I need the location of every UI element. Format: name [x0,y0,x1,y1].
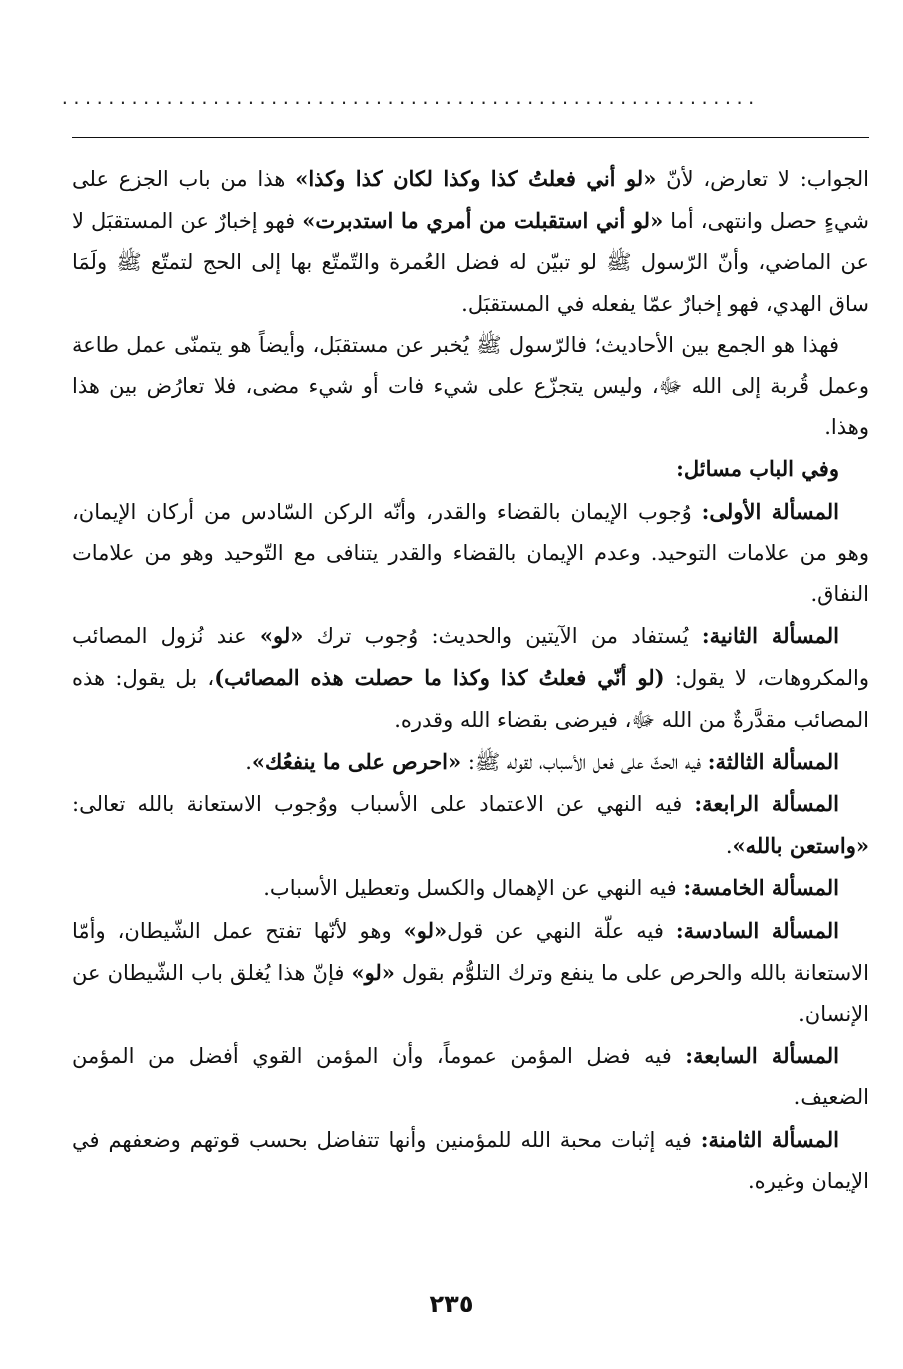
paragraph-p6 [72,741,869,783]
text-segment: وهو لأنّها تفتح عمل الشّيطان، وأمّا الاستعانة بالله والحرص على ما ينفع وترك التلوُّم بقول [72,918,869,985]
page-number: ٢٣٥ [429,1290,474,1318]
text-segment: فيه إثبات محبة الله للمؤمنين وأنها تتفاضل بحسب قوتهم وضعفهم في الإيمان وغيره. [72,1127,869,1193]
text-segment: عند نُزول المصائب والمكروهات، لا يقول: [72,624,869,691]
text-segment: فيه فضل المؤمن عموماً، وأن المؤمن القوي أفضل من المؤمن الضعيف. [72,1044,869,1110]
text-segment: . [725,834,733,859]
bold-segment: «لو أني فعلتُ كذا وكذا لكان كذا وكذا» [295,166,657,191]
text-segment: فيه الحثّ على فعل الأسباب، لقوله ﷺ: [461,749,708,774]
paragraph-p9 [72,910,869,1036]
text-segment: فإنّ هذا يُغلق باب الشّيطان عن الإنسان. [72,960,869,1027]
bold-segment: المسألة الأولى: [701,498,839,524]
paragraph-p3 [72,448,869,490]
paragraph-p1 [72,158,869,325]
bold-segment: المسألة الخامسة: [683,875,839,901]
text-segment: هذا من باب الجزع على شيءٍ حصل وانتهى، أما [72,167,870,234]
text-segment: . [245,749,252,774]
bold-segment: المسألة السابعة: [685,1043,839,1069]
paragraph-p7 [72,783,869,867]
bold-segment: المسألة الثالثة: [707,748,839,774]
paragraph-p5 [72,615,869,741]
bold-segment: (لو أنّي فعلتُ كذا وكذا ما حصلت هذه المصائب) [214,665,665,691]
text-segment: فيه النهي عن الاعتماد على الأسباب ووُجوب الاستعانة بالله تعالى: [72,792,695,817]
bold-segment: «لو» [259,623,304,649]
bold-segment: المسألة السادسة: [675,917,839,943]
bold-segment: «لو» [403,917,448,943]
bold-segment: «لو أني استقبلت من أمري ما استدبرت» [302,208,664,234]
bold-segment: «احرص على ما ينفعُك» [251,748,462,774]
text-segment: الجواب: لا تعارض، لأنّ [656,167,870,191]
bold-segment: المسألة الثانية: [701,623,840,649]
text-segment: فهو إخبارٌ عن المستقبَل لا عن الماضي، وأنّ الرّسول ﷺ لو تبيّن له فضل العُمرة والتّمتّع بها إلى الحج لتمتّع ﷺ ولَمَا ساق الهدي، فهو إخبارٌ عمّا يفعله في المستقبَل. [72,209,869,316]
bold-segment: وفي الباب مسائل: [676,456,839,482]
header-dotted-line: ............................................................ [60,92,758,106]
body-text [72,158,869,1202]
bold-segment: «لو» [351,959,395,985]
paragraph-p2 [72,325,869,449]
text-segment: وُجوب الإيمان بالقضاء والقدر، وأنّه الركن السّادس من أركان الإيمان، وهو من علامات التوحيد. وعدم الإيمان بالقضاء والقدر يتنافى مع التّوحيد وهو من علامات النفاق. [72,499,869,607]
paragraph-p11 [72,1119,869,1202]
text-segment: فيه النهي عن الإهمال والكسل وتعطيل الأسباب. [263,876,684,901]
text-segment: فهذا هو الجمع بين الأحاديث؛ فالرّسول ﷺ يُخبر عن مستقبَل، وأيضاً هو يتمنّى عمل طاعة وعمل قُربة إلى الله ﷻ، وليس يتجزّع على شيء فات أو شيء مضى، فلا تعارُض بين هذا وهذا. [72,332,869,440]
text-segment: ، بل يقول: هذه المصائب مقدَّرةٌ من الله ﷻ، فيرضى بقضاء الله وقدره. [72,666,869,732]
paragraph-p10 [72,1035,869,1118]
text-segment: يُستفاد من الآيتين والحديث: وُجوب ترك [303,624,702,649]
paragraph-p4 [72,491,869,616]
paragraph-p8 [72,867,869,909]
bold-segment: المسألة الرابعة: [694,791,839,817]
text-segment: فيه علّة النهي عن قول [447,918,676,943]
bold-segment: المسألة الثامنة: [700,1126,839,1152]
bold-segment: «واستعن بالله» [732,833,869,859]
header-rule [72,137,869,138]
